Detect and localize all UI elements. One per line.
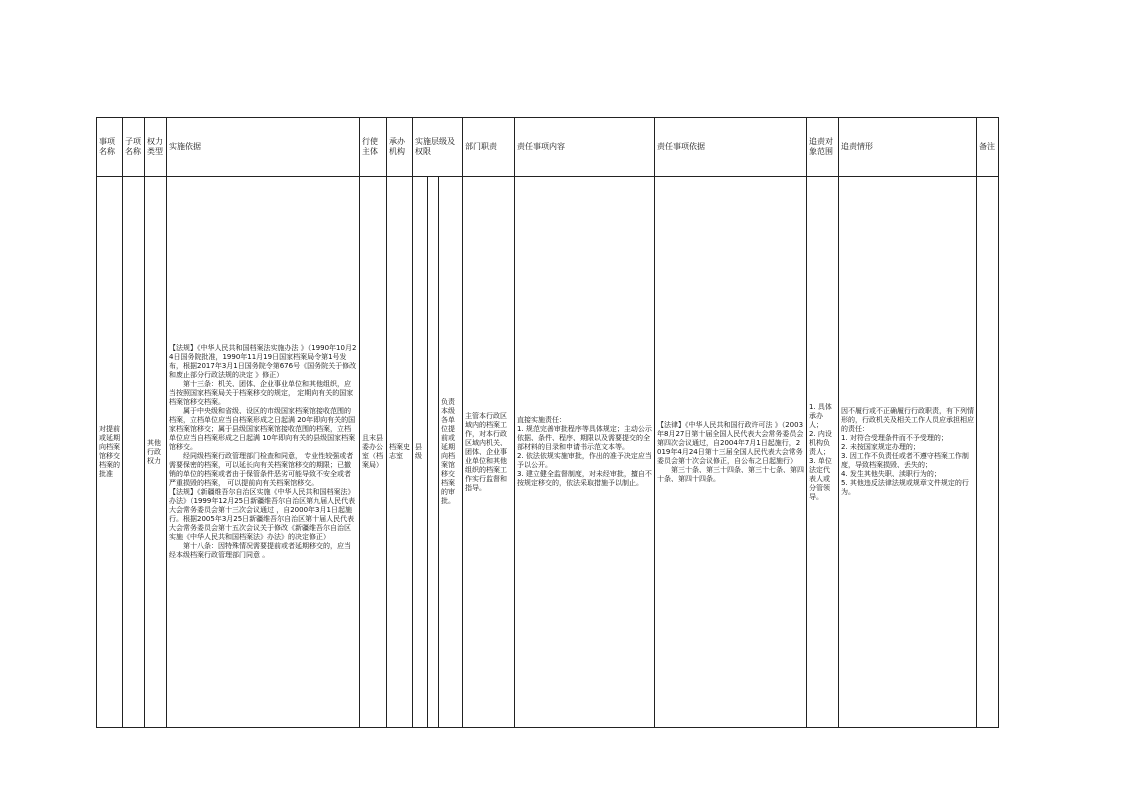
table-row (97, 177, 999, 728)
cell-resp-basis: 【法律】《中华人民共和国行政许可法 》（2003年8月27日第十届全国人民代表大会常务委员会第四次会议通过，自2004年7月1日起施行，2019年4月24日第十三届全国人民代表大会常务委员会第十次会议修正，自公布之日起施行） 第三十条、第三十四条、第三十七条、第四十条、第四十四条。 (655, 177, 807, 728)
cell-level-c: 负责本级各单位提前或延期向档案馆移交档案的审批。 (439, 177, 463, 727)
header-power-type: 权力类型 (145, 118, 167, 177)
level-subtable (413, 177, 462, 727)
header-resp-content: 责任事项内容 (515, 118, 655, 177)
header-level: 实施层级及权限 (413, 118, 463, 177)
header-sub-item-name: 子项名称 (123, 118, 145, 177)
header-account-cases: 追责情形 (839, 118, 977, 177)
cell-remark (977, 177, 999, 728)
header-basis: 实施依据 (167, 118, 360, 177)
cell-account-cases: 因不履行或不正确履行行政职责，有下列情形的，行政机关及相关工作人员应承担相应的责任： 1. 对符合受理条件而不予受理的； 2. 未按国家规定办理的； 3. 因工作不负责任或者不遵守档案工作制度，导致档案损毁、丢失的； 4. 发生其他失职、渎职行为的； 5. 其他违反法律法规或规章文件规定的行为。 (839, 177, 977, 728)
header-resp-basis: 责任事项依据 (655, 118, 807, 177)
cell-organ: 档案史志室 (387, 177, 413, 728)
cell-dept-duty: 主管本行政区域内的档案工作，对本行政区域内机关、团体、企业事业单位和其他组织的档案工作实行监督和指导。 (463, 177, 515, 728)
header-item-name: 事项名称 (97, 118, 123, 177)
header-organ: 承办机构 (387, 118, 413, 177)
cell-level (413, 177, 463, 728)
cell-account-scope: 1. 具体承办人； 2. 内设机构负责人； 3. 单位法定代表人或分管领导。 (807, 177, 839, 728)
cell-power-type: 其他行政权力 (145, 177, 167, 728)
cell-item-name: 对提前或延期向档案馆移交档案的批准 (97, 177, 123, 728)
cell-level-a: 县级 (415, 443, 422, 460)
header-remark: 备注 (977, 118, 999, 177)
header-subject: 行使主体 (360, 118, 387, 177)
power-list-table (96, 117, 999, 728)
header-row (97, 118, 999, 177)
cell-sub-item-name (123, 177, 145, 728)
cell-basis: 【法规】《中华人民共和国档案法实施办法 》（1990年10月24日国务院批准，1990年11月19日国家档案局令第1号发布，根据2017年3月1日国务院令第676号《国务院关于修改和废止部分行政法规的决定 》修正） 第十三条：机关、团体、企业事业单位和其他组织，应当按照国家档案局关于档案移交的规定， 定期向有关的国家档案馆移交档案。 属于中央级和省级、设区的市级国家档案馆接收范围的档案，立档单位应当自档案形成之日起满 20年即向有关的国家档案馆移交；属于县级国家档案馆接收范围的档案，立档单位应当自档案形成之日起满 10年即向有关的县级国家档案馆移交。 经同级档案行政管理部门检查和同意， 专业性较强或者需要保密的档案，可以延长向有关档案馆移交的期限；已撤销的单位的档案或者由于保管条件恶劣可能导致不安全或者严重损毁的档案， 可以提前向有关档案馆移交。 【法规】《新疆维吾尔自治区实施《中华人民共和国档案法》办法》（1999年12月25日新疆维吾尔自治区第九届人民代表大会常务委员会第十三次会议通过 ，自2000年3月1日起施行。根据2005年3月25日新疆维吾尔自治区第十届人民代表大会常务委员会第十五次会议关于修改《新疆维吾尔自治区实施《中华人民共和国档案法》办法》的决定修正） 第十八条：因特殊情况需要提前或者延期移交的，应当经本级档案行政管理部门同意 。 (167, 177, 360, 728)
header-dept-duty: 部门职责 (463, 118, 515, 177)
header-account-scope: 追责对象范围 (807, 118, 839, 177)
cell-resp-content: 直接实施责任： 1. 规范完善审批程序等具体规定；主动公示依据、条件、程序、期限以及需要提交的全部材料的目录和申请书示范文本等。 2. 依法依规实施审批，作出的准予决定应当予以公开。 3. 建立健全监督制度，对未经审批，擅自不按规定移交的，依法采取措施予以制止。 (515, 177, 655, 728)
cell-level-b (428, 177, 439, 727)
cell-subject: 且末县委办公室（档案局） (360, 177, 387, 728)
